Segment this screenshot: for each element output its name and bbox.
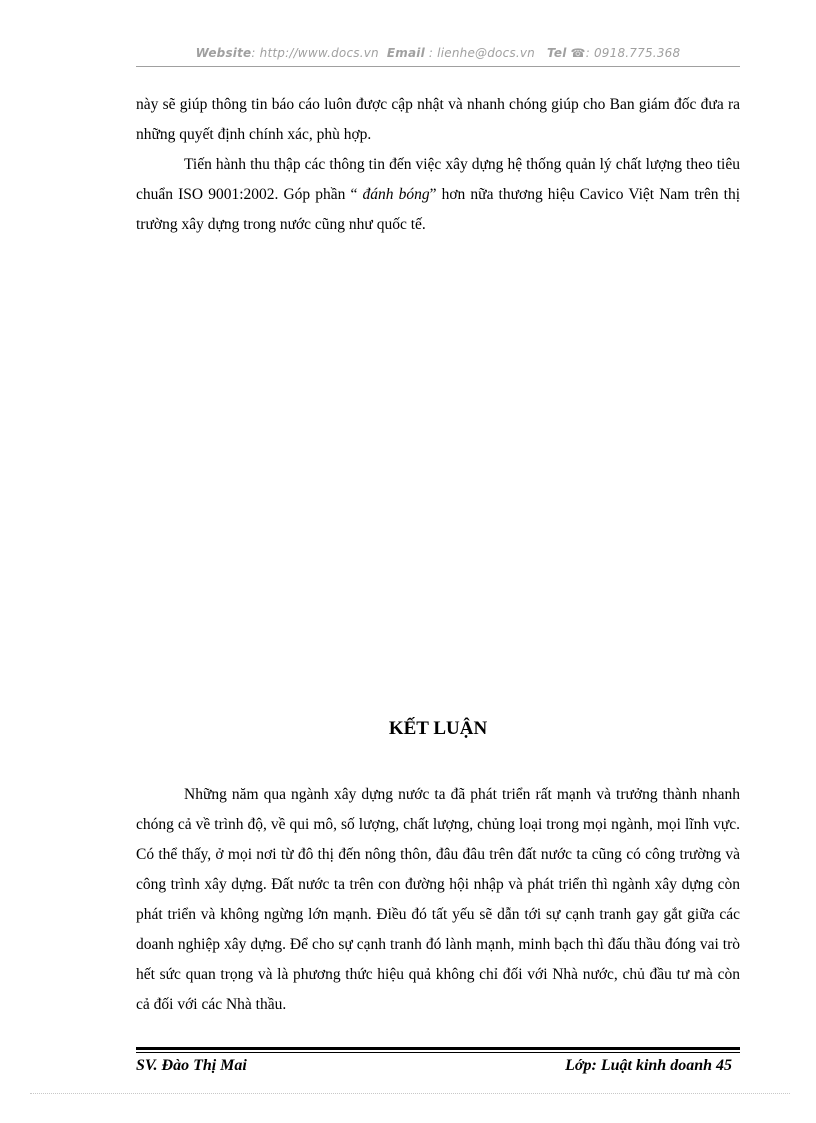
email-label: Email bbox=[386, 46, 425, 60]
body-paragraph-1: này sẽ giúp thông tin báo cáo luôn được cập nhật và nhanh chóng giúp cho Ban giám đốc đưa ra những quyết định chính xác, phù hợp. bbox=[136, 96, 740, 143]
footer-student-name: SV. Đào Thị Mai bbox=[136, 1057, 247, 1074]
body-paragraph-2 bbox=[136, 150, 740, 240]
tel-value: : 0918.775.368 bbox=[585, 46, 681, 60]
website-value: : http://www.docs.vn bbox=[251, 46, 379, 60]
email-value: : lienhe@docs.vn bbox=[428, 46, 535, 60]
para2-text-end: ” hơn nữa thương hiệu Cavico Việt Nam trên thị trường xây dựng trong nước cũng như quốc tế. bbox=[136, 186, 740, 233]
page-header bbox=[136, 46, 740, 60]
footer-divider-thick bbox=[136, 1047, 740, 1050]
footer-class-name: Lớp: Luật kinh doanh 45 bbox=[565, 1057, 732, 1074]
page-bottom-dotted-line bbox=[30, 1093, 790, 1094]
para2-emphasis: đánh bóng bbox=[362, 186, 430, 203]
tel-label: Tel bbox=[547, 46, 567, 60]
footer-divider-thin bbox=[136, 1052, 740, 1053]
website-label: Website bbox=[195, 46, 252, 60]
conclusion-title: KẾT LUẬN bbox=[388, 718, 488, 739]
header-divider bbox=[136, 66, 740, 67]
phone-icon: ☎ bbox=[570, 46, 586, 60]
para2-text-start: Tiến hành thu thập các thông tin đến việc xây dựng hệ thống quản lý chất lượng theo tiêu chuẩn ISO 9001:2002. Góp phần “ bbox=[136, 156, 740, 203]
conclusion-paragraph: Những năm qua ngành xây dựng nước ta đã phát triển rất mạnh và trưởng thành nhanh chóng cả về trình độ, về qui mô, số lượng, chất lượng, chủng loại trong mọi ngành, mọi lĩnh vực. Có thể thấy, ở mọi nơi từ đô thị đến nông thôn, đâu đâu trên đất nước ta cũng có công trường và công trình xây dựng. Đất nước ta trên con đường hội nhập và phát triển thì ngành xây dựng còn phát triển và không ngừng lớn mạnh. Điều đó tất yếu sẽ dẫn tới sự cạnh tranh gay gắt giữa các doanh nghiệp xây dựng. Để cho sự cạnh tranh đó lành mạnh, minh bạch thì đấu thầu đóng vai trò hết sức quan trọng và là phương thức hiệu quả không chỉ đối với Nhà nước, chủ đầu tư mà còn cả đối với các Nhà thầu. bbox=[136, 786, 740, 1013]
